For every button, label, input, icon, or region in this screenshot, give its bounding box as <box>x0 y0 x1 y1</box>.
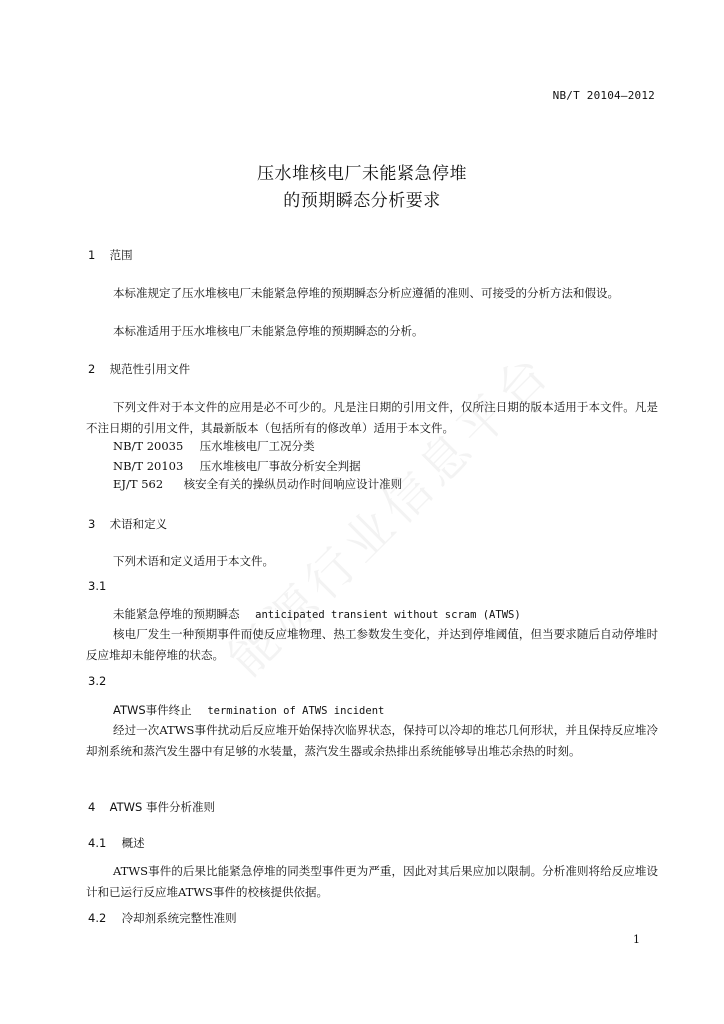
section-4-2-heading <box>88 910 237 926</box>
section-3-para-1: 下列术语和定义适用于本文件。 <box>113 554 274 568</box>
section-1-para-1: 本标准规定了压水堆核电厂未能紧急停堆的预期瞬态分析应遵循的准则、可接受的分析方法和假设。 <box>113 286 619 300</box>
title-line-1: 压水堆核电厂未能紧急停堆 <box>257 164 467 184</box>
section-number: 2 <box>88 362 96 376</box>
term-3-2 <box>113 702 384 718</box>
section-number: 3 <box>88 517 96 531</box>
reference-item <box>113 438 315 454</box>
term-chinese: ATWS事件终止 <box>113 703 192 717</box>
section-3-heading <box>88 516 167 532</box>
section-title: 概述 <box>121 836 145 850</box>
section-4-1-heading <box>88 835 145 851</box>
section-title: 范围 <box>109 248 133 262</box>
term-3-1-definition: 核电厂发生一种预期事件而使反应堆物理、热工参数发生变化，并达到停堆阈值，但当要求随后自动停堆时反应堆却未能停堆的状态。 <box>86 627 658 662</box>
reference-title: 核安全有关的操纵员动作时间响应设计准则 <box>183 477 403 491</box>
reference-code: NB/T 20103 <box>113 459 184 473</box>
reference-title: 压水堆核电厂工况分类 <box>199 439 315 453</box>
section-1-para-2: 本标准适用于压水堆核电厂未能紧急停堆的预期瞬态的分析。 <box>113 324 424 338</box>
term-english: termination of ATWS incident <box>207 705 385 717</box>
section-number: 1 <box>88 248 96 262</box>
reference-title: 压水堆核电厂事故分析安全判据 <box>199 459 361 473</box>
term-3-2-definition: 经过一次ATWS事件扰动后反应堆开始保持次临界状态，保持可以冷却的堆芯几何形状，并且保持反应堆冷却剂系统和蒸汽发生器中有足够的水装量，蒸汽发生器或余热排出系统能够导出堆芯余热的时刻。 <box>86 723 658 758</box>
section-title: 冷却剂系统完整性准则 <box>121 911 237 925</box>
section-2-para-1: 下列文件对于本文件的应用是必不可少的。凡是注日期的引用文件，仅所注日期的版本适用于本文件。凡是不注日期的引用文件，其最新版本（包括所有的修改单）适用于本文件。 <box>86 400 658 435</box>
section-number: 4.2 <box>88 911 107 925</box>
reference-code: NB/T 20035 <box>113 439 184 453</box>
section-title: ATWS 事件分析准则 <box>109 800 215 814</box>
standard-code: NB/T 20104—2012 <box>552 89 655 102</box>
reference-item <box>113 458 361 474</box>
section-1-heading <box>88 247 133 263</box>
section-number: 4.1 <box>88 836 107 850</box>
section-2-heading <box>88 361 190 377</box>
section-title: 规范性引用文件 <box>109 362 191 376</box>
term-chinese: 未能紧急停堆的预期瞬态 <box>113 607 240 621</box>
title-line-2: 的预期瞬态分析要求 <box>283 191 441 211</box>
term-3-1 <box>113 606 521 622</box>
reference-code: EJ/T 562 <box>113 477 164 491</box>
section-4-1-para: ATWS事件的后果比能紧急停堆的同类型事件更为严重，因此对其后果应加以限制。分析准则将给反应堆设计和已运行反应堆ATWS事件的校核提供依据。 <box>86 864 658 899</box>
term-3-1-number: 3.1 <box>88 579 107 593</box>
section-4-heading <box>88 799 215 815</box>
reference-item <box>113 476 402 492</box>
section-number: 4 <box>88 800 96 814</box>
page-number: 1 <box>633 933 640 946</box>
term-english: anticipated transient without scram (ATWS) <box>255 609 521 621</box>
section-title: 术语和定义 <box>109 517 168 531</box>
term-3-2-number: 3.2 <box>88 674 107 688</box>
